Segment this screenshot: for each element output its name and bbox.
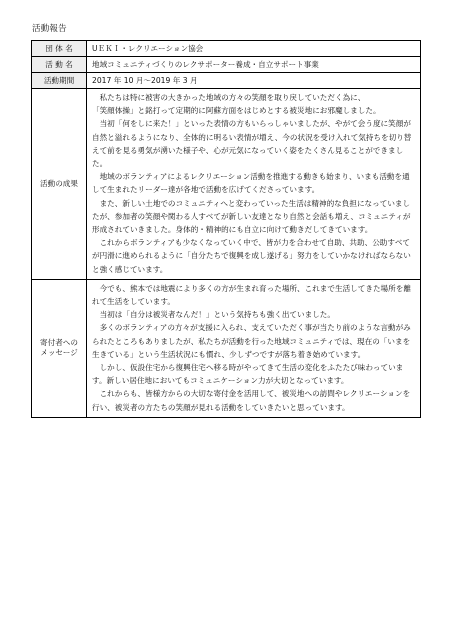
message-paragraph: これからも、皆様方からの大切な寄付金を活用して、被災地への訪問やレクリエーションを行い、被災者の方たちの笑顔が見れる活動をしていきたいと思っています。	[92, 389, 411, 412]
results-paragraph: これからボランティアも少なくなっていく中で、皆が力を合わせて自助、共助、公助すべてが円滑に進められるように「自分たちで復興を成し遂げる」努力をしていかなければならないと強く感じています。	[92, 238, 411, 274]
org-value: UＥＫＩ・レクリエーション協会	[87, 41, 421, 57]
period-value: 2017 年 10 月～2019 年 3 月	[87, 73, 421, 89]
report-table	[31, 40, 421, 418]
results-paragraph: また、新しい土地でのコミュニティへと変わっていった生活は精神的な負担になっていましたが、参加者の笑顔や関わる人すべてが新しい友達となり自然と会話も増え、コミュニティが形成されていきました。身体的・精神的にも自立に向けて動きだしてきています。	[92, 198, 411, 235]
message-paragraph: 当初は「自分は被災者なんだ！」という気持ちも強く出ていました。	[99, 310, 335, 320]
report-heading: 活動報告	[32, 24, 67, 34]
message-row	[32, 279, 421, 417]
period-row	[32, 73, 421, 89]
results-label: 活動の成果	[32, 89, 87, 280]
results-paragraph: 当初「何をしに来た！」といった表情の方もいらっしゃいましたが、やがて会う度に笑顔が自然と溢れるようになり、全体的に明るい表情が増え、今の状況を受け入れて気持ちを切り替えて前を見る勇気が湧いた様子や、心が元気になっていく姿をたくさん見ることができました。	[92, 119, 412, 169]
results-body	[87, 89, 421, 280]
period-label: 活動期間	[32, 73, 87, 89]
org-label: 団 体 名	[32, 41, 87, 57]
activity-value: 地域コミュニティづくりのレクサポーター養成・自立サポート事業	[87, 57, 421, 73]
message-paragraph: 多くのボランティアの方々が支援に入られ、支えていただく事が当たり前のような言動がみられたところもありましたが、私たちが活動を行った地域コミュニティでは、現在の「いまを生きている」という生活状況にも慣れ、少しずつですが落ち着き始めています。	[92, 323, 411, 359]
activity-label: 活 動 名	[32, 57, 87, 73]
message-paragraph: しかし、仮設住宅から復興住宅へ移る時がやってきて生活の変化をふたたび味わっています。新しい居住地においてもコミュニケーション力が大切となっています。	[92, 363, 404, 386]
message-paragraph: 今でも、熊本では地震により多くの方が生まれ育った場所、これまで生活してきた場所を離れて生活をしています。	[92, 283, 411, 307]
org-row	[32, 41, 421, 57]
activity-row	[32, 57, 421, 73]
results-row	[32, 89, 421, 280]
message-label: 寄付者への メッセージ	[32, 279, 87, 417]
message-body	[87, 279, 421, 417]
results-paragraph: 地域のボランティアによるレクリエーション活動を推進する動きも始まり、いまも活動を通して生まれたリーダー達が各地で活動を広げてくださっています。	[92, 172, 410, 195]
results-paragraph: 私たちは特に被害の大きかった地域の方々の笑顔を取り戻していただく為に、 「笑顔体操」と銘打って定期的に阿蘇方面をはじめとする被災地にお邪魔しました。	[92, 93, 381, 116]
